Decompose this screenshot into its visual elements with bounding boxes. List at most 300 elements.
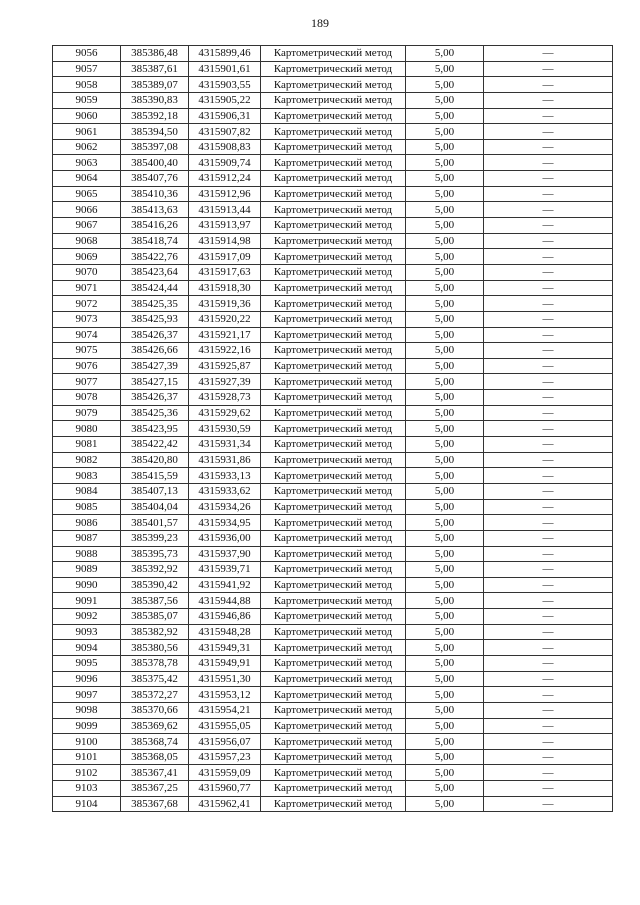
note-cell: — [484, 468, 613, 484]
accuracy-cell: 5,00 [406, 358, 484, 374]
accuracy-cell: 5,00 [406, 640, 484, 656]
x-coordinate-cell: 385407,76 [121, 171, 189, 187]
note-cell: — [484, 249, 613, 265]
accuracy-cell: 5,00 [406, 749, 484, 765]
table-row [53, 781, 613, 797]
y-coordinate-cell: 4315919,36 [189, 296, 261, 312]
accuracy-cell: 5,00 [406, 296, 484, 312]
point-number-cell: 9095 [53, 655, 121, 671]
accuracy-cell: 5,00 [406, 264, 484, 280]
table-row [53, 483, 613, 499]
note-cell: — [484, 92, 613, 108]
note-cell: — [484, 358, 613, 374]
accuracy-cell: 5,00 [406, 249, 484, 265]
note-cell: — [484, 499, 613, 515]
x-coordinate-cell: 385390,42 [121, 577, 189, 593]
note-cell: — [484, 687, 613, 703]
note-cell: — [484, 124, 613, 140]
table-row [53, 264, 613, 280]
method-cell: Картометрический метод [261, 358, 406, 374]
point-number-cell: 9082 [53, 452, 121, 468]
accuracy-cell: 5,00 [406, 218, 484, 234]
y-coordinate-cell: 4315944,88 [189, 593, 261, 609]
y-coordinate-cell: 4315918,30 [189, 280, 261, 296]
x-coordinate-cell: 385399,23 [121, 530, 189, 546]
point-number-cell: 9102 [53, 765, 121, 781]
method-cell: Картометрический метод [261, 233, 406, 249]
y-coordinate-cell: 4315913,97 [189, 218, 261, 234]
table-row [53, 452, 613, 468]
method-cell: Картометрический метод [261, 546, 406, 562]
accuracy-cell: 5,00 [406, 671, 484, 687]
note-cell: — [484, 671, 613, 687]
note-cell: — [484, 202, 613, 218]
point-number-cell: 9060 [53, 108, 121, 124]
point-number-cell: 9061 [53, 124, 121, 140]
table-row [53, 233, 613, 249]
coordinates-table-body [53, 46, 613, 812]
point-number-cell: 9103 [53, 781, 121, 797]
method-cell: Картометрический метод [261, 249, 406, 265]
table-row [53, 734, 613, 750]
y-coordinate-cell: 4315949,91 [189, 655, 261, 671]
accuracy-cell: 5,00 [406, 452, 484, 468]
accuracy-cell: 5,00 [406, 781, 484, 797]
accuracy-cell: 5,00 [406, 515, 484, 531]
x-coordinate-cell: 385367,41 [121, 765, 189, 781]
note-cell: — [484, 718, 613, 734]
y-coordinate-cell: 4315912,96 [189, 186, 261, 202]
point-number-cell: 9077 [53, 374, 121, 390]
point-number-cell: 9065 [53, 186, 121, 202]
x-coordinate-cell: 385423,64 [121, 264, 189, 280]
note-cell: — [484, 624, 613, 640]
table-row [53, 530, 613, 546]
note-cell: — [484, 311, 613, 327]
method-cell: Картометрический метод [261, 139, 406, 155]
point-number-cell: 9064 [53, 171, 121, 187]
note-cell: — [484, 640, 613, 656]
table-row [53, 749, 613, 765]
point-number-cell: 9090 [53, 577, 121, 593]
point-number-cell: 9086 [53, 515, 121, 531]
table-row [53, 562, 613, 578]
y-coordinate-cell: 4315930,59 [189, 421, 261, 437]
table-row [53, 296, 613, 312]
method-cell: Картометрический метод [261, 155, 406, 171]
accuracy-cell: 5,00 [406, 718, 484, 734]
y-coordinate-cell: 4315928,73 [189, 390, 261, 406]
y-coordinate-cell: 4315920,22 [189, 311, 261, 327]
y-coordinate-cell: 4315949,31 [189, 640, 261, 656]
point-number-cell: 9080 [53, 421, 121, 437]
method-cell: Картометрический метод [261, 171, 406, 187]
method-cell: Картометрический метод [261, 280, 406, 296]
table-row [53, 327, 613, 343]
table-row [53, 61, 613, 77]
table-row [53, 311, 613, 327]
x-coordinate-cell: 385426,37 [121, 390, 189, 406]
note-cell: — [484, 796, 613, 812]
method-cell: Картометрический метод [261, 609, 406, 625]
note-cell: — [484, 186, 613, 202]
point-number-cell: 9073 [53, 311, 121, 327]
x-coordinate-cell: 385415,59 [121, 468, 189, 484]
note-cell: — [484, 343, 613, 359]
accuracy-cell: 5,00 [406, 577, 484, 593]
table-row [53, 593, 613, 609]
x-coordinate-cell: 385423,95 [121, 421, 189, 437]
accuracy-cell: 5,00 [406, 421, 484, 437]
point-number-cell: 9067 [53, 218, 121, 234]
method-cell: Картометрический метод [261, 92, 406, 108]
y-coordinate-cell: 4315909,74 [189, 155, 261, 171]
x-coordinate-cell: 385418,74 [121, 233, 189, 249]
accuracy-cell: 5,00 [406, 92, 484, 108]
point-number-cell: 9062 [53, 139, 121, 155]
note-cell: — [484, 749, 613, 765]
method-cell: Картометрический метод [261, 765, 406, 781]
table-row [53, 374, 613, 390]
method-cell: Картометрический метод [261, 687, 406, 703]
x-coordinate-cell: 385389,07 [121, 77, 189, 93]
point-number-cell: 9068 [53, 233, 121, 249]
point-number-cell: 9104 [53, 796, 121, 812]
accuracy-cell: 5,00 [406, 202, 484, 218]
table-row [53, 280, 613, 296]
table-row [53, 358, 613, 374]
y-coordinate-cell: 4315921,17 [189, 327, 261, 343]
note-cell: — [484, 233, 613, 249]
table-row [53, 609, 613, 625]
y-coordinate-cell: 4315908,83 [189, 139, 261, 155]
point-number-cell: 9076 [53, 358, 121, 374]
note-cell: — [484, 515, 613, 531]
method-cell: Картометрический метод [261, 640, 406, 656]
x-coordinate-cell: 385426,37 [121, 327, 189, 343]
point-number-cell: 9059 [53, 92, 121, 108]
y-coordinate-cell: 4315953,12 [189, 687, 261, 703]
accuracy-cell: 5,00 [406, 546, 484, 562]
note-cell: — [484, 77, 613, 93]
y-coordinate-cell: 4315957,23 [189, 749, 261, 765]
note-cell: — [484, 452, 613, 468]
y-coordinate-cell: 4315933,13 [189, 468, 261, 484]
accuracy-cell: 5,00 [406, 530, 484, 546]
note-cell: — [484, 781, 613, 797]
accuracy-cell: 5,00 [406, 124, 484, 140]
accuracy-cell: 5,00 [406, 61, 484, 77]
y-coordinate-cell: 4315939,71 [189, 562, 261, 578]
point-number-cell: 9098 [53, 702, 121, 718]
y-coordinate-cell: 4315962,41 [189, 796, 261, 812]
accuracy-cell: 5,00 [406, 483, 484, 499]
table-row [53, 155, 613, 171]
accuracy-cell: 5,00 [406, 562, 484, 578]
method-cell: Картометрический метод [261, 405, 406, 421]
note-cell: — [484, 405, 613, 421]
table-row [53, 765, 613, 781]
table-row [53, 687, 613, 703]
accuracy-cell: 5,00 [406, 499, 484, 515]
method-cell: Картометрический метод [261, 734, 406, 750]
x-coordinate-cell: 385392,18 [121, 108, 189, 124]
accuracy-cell: 5,00 [406, 139, 484, 155]
y-coordinate-cell: 4315917,63 [189, 264, 261, 280]
x-coordinate-cell: 385386,48 [121, 46, 189, 62]
y-coordinate-cell: 4315912,24 [189, 171, 261, 187]
table-row [53, 718, 613, 734]
note-cell: — [484, 108, 613, 124]
accuracy-cell: 5,00 [406, 796, 484, 812]
note-cell: — [484, 437, 613, 453]
x-coordinate-cell: 385425,35 [121, 296, 189, 312]
table-row [53, 421, 613, 437]
note-cell: — [484, 546, 613, 562]
method-cell: Картометрический метод [261, 655, 406, 671]
accuracy-cell: 5,00 [406, 77, 484, 93]
y-coordinate-cell: 4315933,62 [189, 483, 261, 499]
table-row [53, 640, 613, 656]
table-row [53, 405, 613, 421]
table-row [53, 171, 613, 187]
note-cell: — [484, 421, 613, 437]
method-cell: Картометрический метод [261, 327, 406, 343]
table-row [53, 577, 613, 593]
x-coordinate-cell: 385387,56 [121, 593, 189, 609]
x-coordinate-cell: 385420,80 [121, 452, 189, 468]
method-cell: Картометрический метод [261, 562, 406, 578]
x-coordinate-cell: 385422,42 [121, 437, 189, 453]
table-row [53, 702, 613, 718]
method-cell: Картометрический метод [261, 593, 406, 609]
note-cell: — [484, 139, 613, 155]
note-cell: — [484, 280, 613, 296]
note-cell: — [484, 327, 613, 343]
x-coordinate-cell: 385407,13 [121, 483, 189, 499]
accuracy-cell: 5,00 [406, 311, 484, 327]
accuracy-cell: 5,00 [406, 655, 484, 671]
x-coordinate-cell: 385401,57 [121, 515, 189, 531]
note-cell: — [484, 609, 613, 625]
y-coordinate-cell: 4315951,30 [189, 671, 261, 687]
note-cell: — [484, 655, 613, 671]
x-coordinate-cell: 385404,04 [121, 499, 189, 515]
accuracy-cell: 5,00 [406, 171, 484, 187]
point-number-cell: 9058 [53, 77, 121, 93]
x-coordinate-cell: 385413,63 [121, 202, 189, 218]
note-cell: — [484, 577, 613, 593]
page-number: 189 [311, 16, 329, 30]
y-coordinate-cell: 4315917,09 [189, 249, 261, 265]
x-coordinate-cell: 385375,42 [121, 671, 189, 687]
note-cell: — [484, 483, 613, 499]
x-coordinate-cell: 385368,05 [121, 749, 189, 765]
accuracy-cell: 5,00 [406, 687, 484, 703]
method-cell: Картометрический метод [261, 124, 406, 140]
x-coordinate-cell: 385385,07 [121, 609, 189, 625]
y-coordinate-cell: 4315960,77 [189, 781, 261, 797]
x-coordinate-cell: 385392,92 [121, 562, 189, 578]
point-number-cell: 9069 [53, 249, 121, 265]
method-cell: Картометрический метод [261, 186, 406, 202]
point-number-cell: 9085 [53, 499, 121, 515]
x-coordinate-cell: 385397,08 [121, 139, 189, 155]
x-coordinate-cell: 385372,27 [121, 687, 189, 703]
point-number-cell: 9093 [53, 624, 121, 640]
table-row [53, 390, 613, 406]
table-row [53, 624, 613, 640]
y-coordinate-cell: 4315903,55 [189, 77, 261, 93]
note-cell: — [484, 593, 613, 609]
note-cell: — [484, 374, 613, 390]
method-cell: Картометрический метод [261, 671, 406, 687]
method-cell: Картометрический метод [261, 264, 406, 280]
point-number-cell: 9066 [53, 202, 121, 218]
method-cell: Картометрический метод [261, 452, 406, 468]
x-coordinate-cell: 385378,78 [121, 655, 189, 671]
accuracy-cell: 5,00 [406, 186, 484, 202]
y-coordinate-cell: 4315956,07 [189, 734, 261, 750]
method-cell: Картометрический метод [261, 718, 406, 734]
method-cell: Картометрический метод [261, 796, 406, 812]
accuracy-cell: 5,00 [406, 702, 484, 718]
method-cell: Картометрический метод [261, 343, 406, 359]
method-cell: Картометрический метод [261, 108, 406, 124]
point-number-cell: 9091 [53, 593, 121, 609]
method-cell: Картометрический метод [261, 61, 406, 77]
y-coordinate-cell: 4315927,39 [189, 374, 261, 390]
table-row [53, 499, 613, 515]
note-cell: — [484, 218, 613, 234]
point-number-cell: 9063 [53, 155, 121, 171]
x-coordinate-cell: 385416,26 [121, 218, 189, 234]
note-cell: — [484, 390, 613, 406]
x-coordinate-cell: 385426,66 [121, 343, 189, 359]
note-cell: — [484, 46, 613, 62]
x-coordinate-cell: 385427,15 [121, 374, 189, 390]
point-number-cell: 9092 [53, 609, 121, 625]
method-cell: Картометрический метод [261, 296, 406, 312]
note-cell: — [484, 562, 613, 578]
method-cell: Картометрический метод [261, 77, 406, 93]
y-coordinate-cell: 4315901,61 [189, 61, 261, 77]
y-coordinate-cell: 4315907,82 [189, 124, 261, 140]
method-cell: Картометрический метод [261, 499, 406, 515]
accuracy-cell: 5,00 [406, 593, 484, 609]
table-row [53, 108, 613, 124]
point-number-cell: 9079 [53, 405, 121, 421]
table-row [53, 139, 613, 155]
table-row [53, 671, 613, 687]
y-coordinate-cell: 4315913,44 [189, 202, 261, 218]
accuracy-cell: 5,00 [406, 343, 484, 359]
note-cell: — [484, 765, 613, 781]
accuracy-cell: 5,00 [406, 155, 484, 171]
method-cell: Картометрический метод [261, 311, 406, 327]
table-row [53, 796, 613, 812]
note-cell: — [484, 530, 613, 546]
y-coordinate-cell: 4315955,05 [189, 718, 261, 734]
y-coordinate-cell: 4315914,98 [189, 233, 261, 249]
method-cell: Картометрический метод [261, 374, 406, 390]
table-row [53, 77, 613, 93]
y-coordinate-cell: 4315934,26 [189, 499, 261, 515]
point-number-cell: 9081 [53, 437, 121, 453]
x-coordinate-cell: 385368,74 [121, 734, 189, 750]
x-coordinate-cell: 385425,93 [121, 311, 189, 327]
coordinates-table [52, 45, 613, 812]
method-cell: Картометрический метод [261, 46, 406, 62]
table-row [53, 343, 613, 359]
y-coordinate-cell: 4315922,16 [189, 343, 261, 359]
y-coordinate-cell: 4315936,00 [189, 530, 261, 546]
method-cell: Картометрический метод [261, 530, 406, 546]
x-coordinate-cell: 385387,61 [121, 61, 189, 77]
y-coordinate-cell: 4315959,09 [189, 765, 261, 781]
x-coordinate-cell: 385370,66 [121, 702, 189, 718]
table-row [53, 202, 613, 218]
table-row [53, 218, 613, 234]
method-cell: Картометрический метод [261, 202, 406, 218]
x-coordinate-cell: 385400,40 [121, 155, 189, 171]
y-coordinate-cell: 4315954,21 [189, 702, 261, 718]
point-number-cell: 9097 [53, 687, 121, 703]
x-coordinate-cell: 385369,62 [121, 718, 189, 734]
point-number-cell: 9083 [53, 468, 121, 484]
point-number-cell: 9057 [53, 61, 121, 77]
x-coordinate-cell: 385424,44 [121, 280, 189, 296]
method-cell: Картометрический метод [261, 781, 406, 797]
method-cell: Картометрический метод [261, 390, 406, 406]
y-coordinate-cell: 4315948,28 [189, 624, 261, 640]
table-row [53, 437, 613, 453]
y-coordinate-cell: 4315934,95 [189, 515, 261, 531]
accuracy-cell: 5,00 [406, 609, 484, 625]
x-coordinate-cell: 385410,36 [121, 186, 189, 202]
y-coordinate-cell: 4315905,22 [189, 92, 261, 108]
method-cell: Картометрический метод [261, 702, 406, 718]
x-coordinate-cell: 385394,50 [121, 124, 189, 140]
y-coordinate-cell: 4315931,86 [189, 452, 261, 468]
point-number-cell: 9099 [53, 718, 121, 734]
accuracy-cell: 5,00 [406, 468, 484, 484]
x-coordinate-cell: 385390,83 [121, 92, 189, 108]
note-cell: — [484, 702, 613, 718]
method-cell: Картометрический метод [261, 515, 406, 531]
point-number-cell: 9071 [53, 280, 121, 296]
accuracy-cell: 5,00 [406, 280, 484, 296]
note-cell: — [484, 171, 613, 187]
accuracy-cell: 5,00 [406, 327, 484, 343]
accuracy-cell: 5,00 [406, 624, 484, 640]
method-cell: Картометрический метод [261, 421, 406, 437]
point-number-cell: 9089 [53, 562, 121, 578]
y-coordinate-cell: 4315937,90 [189, 546, 261, 562]
x-coordinate-cell: 385380,56 [121, 640, 189, 656]
method-cell: Картометрический метод [261, 218, 406, 234]
accuracy-cell: 5,00 [406, 374, 484, 390]
table-row [53, 515, 613, 531]
y-coordinate-cell: 4315925,87 [189, 358, 261, 374]
y-coordinate-cell: 4315931,34 [189, 437, 261, 453]
x-coordinate-cell: 385422,76 [121, 249, 189, 265]
table-row [53, 546, 613, 562]
x-coordinate-cell: 385425,36 [121, 405, 189, 421]
point-number-cell: 9094 [53, 640, 121, 656]
note-cell: — [484, 264, 613, 280]
x-coordinate-cell: 385395,73 [121, 546, 189, 562]
